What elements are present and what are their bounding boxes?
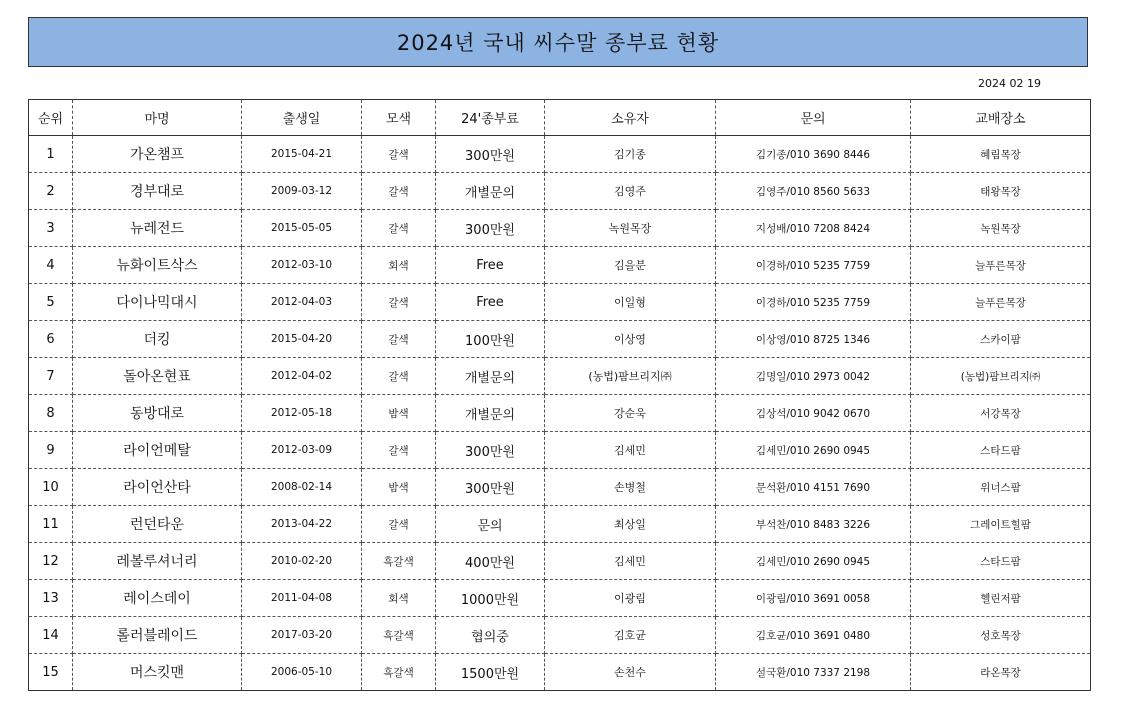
cell-contact: 김영주/010 8560 5633: [716, 173, 911, 210]
cell-owner: 이광림: [545, 580, 716, 617]
cell-breeding-place: 스타드팜: [911, 432, 1091, 469]
cell-horse-name: 라이언메탈: [73, 432, 242, 469]
cell-stud-fee: 협의중: [436, 617, 545, 654]
cell-horse-name: 런던타운: [73, 506, 242, 543]
table-row: [29, 136, 1091, 173]
cell-breeding-place: 태왕목장: [911, 173, 1091, 210]
cell-horse-name: 더킹: [73, 321, 242, 358]
cell-coat-color: 갈색: [362, 284, 436, 321]
cell-stud-fee: Free: [436, 247, 545, 284]
cell-birth-date: 2011-04-08: [242, 580, 362, 617]
header-coat-color: 모색: [362, 100, 436, 136]
cell-breeding-place: 혜림목장: [911, 136, 1091, 173]
cell-owner: 김영주: [545, 173, 716, 210]
title-banner: [28, 17, 1088, 67]
cell-birth-date: 2013-04-22: [242, 506, 362, 543]
header-contact: 문의: [716, 100, 911, 136]
cell-coat-color: 흑갈색: [362, 617, 436, 654]
cell-owner: 김세민: [545, 432, 716, 469]
table-row: [29, 432, 1091, 469]
cell-breeding-place: 그레이트힐팜: [911, 506, 1091, 543]
header-breeding-place: 교배장소: [911, 100, 1091, 136]
cell-rank: 13: [29, 580, 73, 617]
cell-coat-color: 회색: [362, 580, 436, 617]
cell-breeding-place: 녹원목장: [911, 210, 1091, 247]
header-stud-fee: 24'종부료: [436, 100, 545, 136]
cell-owner: 손병철: [545, 469, 716, 506]
header-rank: 순위: [29, 100, 73, 136]
table-row: [29, 321, 1091, 358]
cell-contact: 이경하/010 5235 7759: [716, 247, 911, 284]
cell-owner: 녹원목장: [545, 210, 716, 247]
cell-contact: 이광림/010 3691 0058: [716, 580, 911, 617]
cell-stud-fee: 300만원: [436, 432, 545, 469]
cell-stud-fee: Free: [436, 284, 545, 321]
cell-rank: 6: [29, 321, 73, 358]
cell-breeding-place: (농법)팜브리지㈜: [911, 358, 1091, 395]
table-row: [29, 284, 1091, 321]
cell-breeding-place: 스카이팜: [911, 321, 1091, 358]
cell-contact: 김기종/010 3690 8446: [716, 136, 911, 173]
cell-stud-fee: 300만원: [436, 136, 545, 173]
cell-owner: 김세민: [545, 543, 716, 580]
table-row: [29, 469, 1091, 506]
cell-coat-color: 갈색: [362, 173, 436, 210]
cell-contact: 부석찬/010 8483 3226: [716, 506, 911, 543]
cell-contact: 이경하/010 5235 7759: [716, 284, 911, 321]
cell-horse-name: 경부대로: [73, 173, 242, 210]
cell-birth-date: 2012-04-03: [242, 284, 362, 321]
cell-horse-name: 라이언산타: [73, 469, 242, 506]
cell-rank: 7: [29, 358, 73, 395]
cell-horse-name: 가온챔프: [73, 136, 242, 173]
cell-stud-fee: 개별문의: [436, 395, 545, 432]
cell-rank: 1: [29, 136, 73, 173]
cell-owner: 최상일: [545, 506, 716, 543]
cell-owner: 손천수: [545, 654, 716, 691]
cell-stud-fee: 문의: [436, 506, 545, 543]
cell-coat-color: 흑갈색: [362, 543, 436, 580]
cell-owner: 김기종: [545, 136, 716, 173]
cell-contact: 이상영/010 8725 1346: [716, 321, 911, 358]
cell-contact: 김상석/010 9042 0670: [716, 395, 911, 432]
cell-coat-color: 회색: [362, 247, 436, 284]
cell-birth-date: 2012-03-10: [242, 247, 362, 284]
cell-owner: 강순욱: [545, 395, 716, 432]
cell-birth-date: 2015-04-21: [242, 136, 362, 173]
cell-coat-color: 밤색: [362, 395, 436, 432]
table-row: [29, 247, 1091, 284]
header-owner: 소유자: [545, 100, 716, 136]
cell-breeding-place: 위너스팜: [911, 469, 1091, 506]
cell-birth-date: 2009-03-12: [242, 173, 362, 210]
cell-contact: 김세민/010 2690 0945: [716, 543, 911, 580]
cell-rank: 2: [29, 173, 73, 210]
cell-horse-name: 롤러블레이드: [73, 617, 242, 654]
cell-coat-color: 갈색: [362, 321, 436, 358]
cell-birth-date: 2006-05-10: [242, 654, 362, 691]
cell-stud-fee: 개별문의: [436, 173, 545, 210]
cell-breeding-place: 성호목장: [911, 617, 1091, 654]
header-horse-name: 마명: [73, 100, 242, 136]
cell-contact: 설국환/010 7337 2198: [716, 654, 911, 691]
cell-breeding-place: 늘푸른목장: [911, 284, 1091, 321]
cell-owner: 김을분: [545, 247, 716, 284]
cell-coat-color: 갈색: [362, 136, 436, 173]
table-header-row: [29, 100, 1091, 136]
cell-owner: 김호균: [545, 617, 716, 654]
table-row: [29, 506, 1091, 543]
stallion-fee-table: [28, 99, 1091, 691]
cell-rank: 3: [29, 210, 73, 247]
cell-breeding-place: 서강목장: [911, 395, 1091, 432]
cell-owner: 이일형: [545, 284, 716, 321]
table-row: [29, 654, 1091, 691]
cell-coat-color: 갈색: [362, 210, 436, 247]
cell-owner: 이상영: [545, 321, 716, 358]
cell-rank: 12: [29, 543, 73, 580]
cell-birth-date: 2008-02-14: [242, 469, 362, 506]
cell-birth-date: 2015-05-05: [242, 210, 362, 247]
cell-rank: 10: [29, 469, 73, 506]
table-body: [29, 136, 1091, 691]
cell-horse-name: 다이나믹대시: [73, 284, 242, 321]
cell-contact: 지성배/010 7208 8424: [716, 210, 911, 247]
cell-rank: 15: [29, 654, 73, 691]
cell-contact: 문석환/010 4151 7690: [716, 469, 911, 506]
cell-rank: 4: [29, 247, 73, 284]
cell-owner: (농법)팜브리지㈜: [545, 358, 716, 395]
cell-coat-color: 갈색: [362, 432, 436, 469]
cell-birth-date: 2012-03-09: [242, 432, 362, 469]
cell-horse-name: 동방대로: [73, 395, 242, 432]
cell-rank: 8: [29, 395, 73, 432]
cell-stud-fee: 100만원: [436, 321, 545, 358]
cell-stud-fee: 개별문의: [436, 358, 545, 395]
cell-birth-date: 2010-02-20: [242, 543, 362, 580]
cell-rank: 5: [29, 284, 73, 321]
cell-birth-date: 2012-04-02: [242, 358, 362, 395]
cell-coat-color: 밤색: [362, 469, 436, 506]
table-row: [29, 395, 1091, 432]
cell-stud-fee: 300만원: [436, 210, 545, 247]
cell-horse-name: 레이스데이: [73, 580, 242, 617]
table-row: [29, 543, 1091, 580]
cell-breeding-place: 스타드팜: [911, 543, 1091, 580]
cell-contact: 김세민/010 2690 0945: [716, 432, 911, 469]
cell-birth-date: 2012-05-18: [242, 395, 362, 432]
table-row: [29, 210, 1091, 247]
cell-stud-fee: 300만원: [436, 469, 545, 506]
cell-breeding-place: 라온목장: [911, 654, 1091, 691]
header-birth-date: 출생일: [242, 100, 362, 136]
page-title: 2024년 국내 씨수말 종부료 현황: [396, 31, 720, 55]
cell-birth-date: 2015-04-20: [242, 321, 362, 358]
cell-stud-fee: 400만원: [436, 543, 545, 580]
report-date: 2024 02 19: [978, 77, 1041, 90]
cell-horse-name: 뉴레전드: [73, 210, 242, 247]
cell-horse-name: 돌아온현표: [73, 358, 242, 395]
cell-coat-color: 흑갈색: [362, 654, 436, 691]
cell-horse-name: 뉴화이트삭스: [73, 247, 242, 284]
cell-stud-fee: 1000만원: [436, 580, 545, 617]
cell-rank: 9: [29, 432, 73, 469]
cell-coat-color: 갈색: [362, 506, 436, 543]
table-row: [29, 358, 1091, 395]
cell-birth-date: 2017-03-20: [242, 617, 362, 654]
cell-contact: 김호균/010 3691 0480: [716, 617, 911, 654]
cell-horse-name: 머스킷맨: [73, 654, 242, 691]
cell-rank: 14: [29, 617, 73, 654]
table-row: [29, 173, 1091, 210]
cell-stud-fee: 1500만원: [436, 654, 545, 691]
cell-rank: 11: [29, 506, 73, 543]
cell-breeding-place: 늘푸른목장: [911, 247, 1091, 284]
cell-coat-color: 갈색: [362, 358, 436, 395]
table-row: [29, 617, 1091, 654]
table-row: [29, 580, 1091, 617]
cell-contact: 김명일/010 2973 0042: [716, 358, 911, 395]
cell-horse-name: 레볼루셔너리: [73, 543, 242, 580]
cell-breeding-place: 헬린저팜: [911, 580, 1091, 617]
